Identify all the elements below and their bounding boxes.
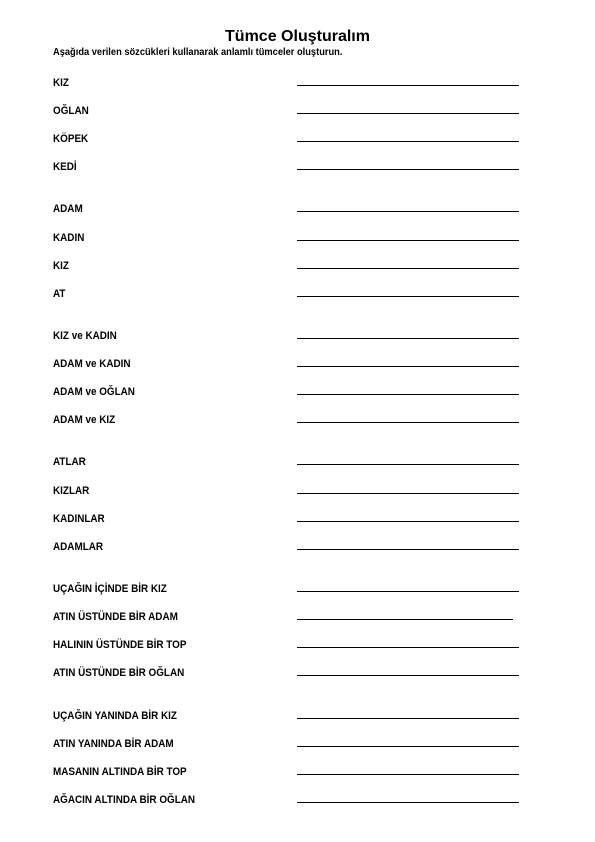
exercise-row (0, 160, 595, 180)
exercise-row (0, 231, 595, 251)
exercise-row (0, 259, 595, 279)
answer-line[interactable] (297, 464, 519, 465)
prompt-word: KADIN (53, 232, 85, 244)
answer-line[interactable] (297, 718, 519, 719)
answer-line[interactable] (297, 338, 519, 339)
answer-line[interactable] (297, 422, 519, 423)
answer-line[interactable] (297, 746, 519, 747)
prompt-word: AT (53, 288, 66, 300)
exercise-row (0, 512, 595, 532)
exercise-row (0, 666, 595, 686)
answer-line[interactable] (297, 591, 519, 592)
exercise-row (0, 540, 595, 560)
prompt-word: KIZLAR (53, 485, 90, 497)
answer-line[interactable] (297, 113, 519, 114)
exercise-row (0, 765, 595, 785)
prompt-word: KEDİ (53, 161, 77, 173)
answer-line[interactable] (297, 211, 519, 212)
prompt-word: HALININ ÜSTÜNDE BİR TOP (53, 639, 187, 651)
exercise-row (0, 737, 595, 757)
prompt-word: ADAM ve OĞLAN (53, 386, 135, 398)
answer-line[interactable] (297, 141, 519, 142)
exercise-row (0, 329, 595, 349)
answer-line[interactable] (297, 619, 513, 620)
prompt-word: KADINLAR (53, 513, 105, 525)
exercise-row (0, 202, 595, 222)
answer-line[interactable] (297, 549, 519, 550)
worksheet-title: Tümce Oluşturalım (225, 28, 370, 45)
answer-line[interactable] (297, 394, 519, 395)
exercise-row (0, 132, 595, 152)
answer-line[interactable] (297, 366, 519, 367)
exercise-row (0, 76, 595, 96)
exercise-row (0, 610, 595, 630)
prompt-word: ATIN YANINDA BİR ADAM (53, 738, 174, 750)
exercise-row (0, 793, 595, 813)
prompt-word: KÖPEK (53, 133, 89, 145)
prompt-word: KIZ (53, 260, 69, 272)
prompt-word: ATIN ÜSTÜNDE BİR ADAM (53, 611, 178, 623)
answer-line[interactable] (297, 85, 519, 86)
prompt-word: ADAM (53, 203, 83, 215)
answer-line[interactable] (297, 493, 519, 494)
exercise-row (0, 385, 595, 405)
exercise-row (0, 709, 595, 729)
exercise-row (0, 287, 595, 307)
prompt-word: KIZ ve KADIN (53, 330, 117, 342)
exercise-row (0, 413, 595, 433)
prompt-word: MASANIN ALTINDA BİR TOP (53, 766, 187, 778)
prompt-word: ADAM ve KIZ (53, 414, 116, 426)
exercise-row (0, 582, 595, 602)
answer-line[interactable] (297, 521, 519, 522)
exercise-row (0, 104, 595, 124)
prompt-word: KIZ (53, 77, 69, 89)
prompt-word: ATLAR (53, 456, 86, 468)
prompt-word: AĞACIN ALTINDA BİR OĞLAN (53, 794, 196, 806)
prompt-word: ADAMLAR (53, 541, 104, 553)
answer-line[interactable] (297, 169, 519, 170)
answer-line[interactable] (297, 802, 519, 803)
prompt-word: OĞLAN (53, 105, 89, 117)
prompt-word: ATIN ÜSTÜNDE BİR OĞLAN (53, 667, 185, 679)
answer-line[interactable] (297, 675, 519, 676)
exercise-row (0, 357, 595, 377)
prompt-word: ADAM ve KADIN (53, 358, 131, 370)
prompt-word: UÇAĞIN YANINDA BİR KIZ (53, 710, 177, 722)
answer-line[interactable] (297, 296, 519, 297)
prompt-word: UÇAĞIN İÇİNDE BİR KIZ (53, 583, 167, 595)
answer-line[interactable] (297, 240, 519, 241)
answer-line[interactable] (297, 774, 519, 775)
exercise-row (0, 484, 595, 504)
exercise-row (0, 455, 595, 475)
answer-line[interactable] (297, 268, 519, 269)
instruction-text: Aşağıda verilen sözcükleri kullanarak anlamlı tümceler oluşturun. (53, 47, 343, 58)
answer-line[interactable] (297, 647, 519, 648)
exercise-row (0, 638, 595, 658)
